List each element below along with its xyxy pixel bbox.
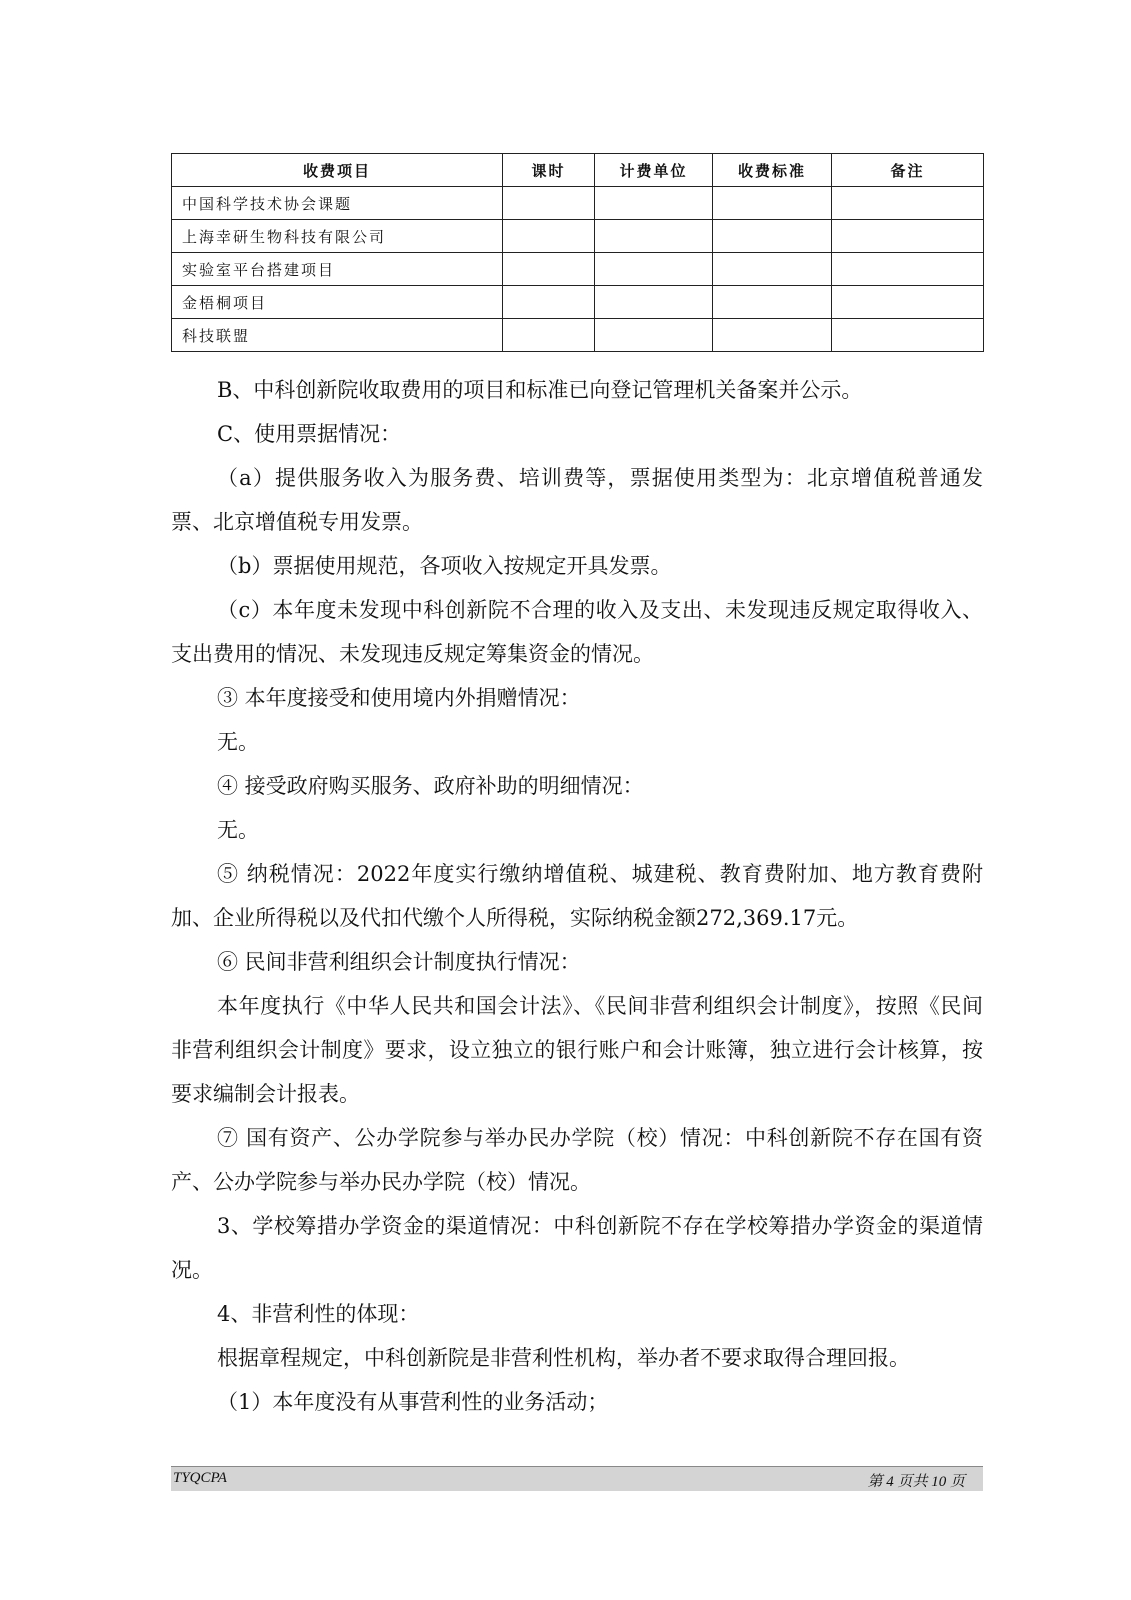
footer-firm-name: TYQCPA [173, 1470, 227, 1486]
table-header-row [172, 154, 984, 187]
table-cell [713, 286, 832, 319]
table-cell [595, 319, 713, 352]
header-billing-unit: 计费单位 [595, 154, 713, 187]
table-cell: 中国科学技术协会课题 [172, 187, 503, 220]
header-fee-standard: 收费标准 [713, 154, 832, 187]
paragraph: ③ 本年度接受和使用境内外捐赠情况： [217, 686, 581, 710]
fee-table [171, 153, 984, 352]
paragraph: 无。 [217, 730, 259, 754]
paragraph: B、中科创新院收取费用的项目和标准已向登记管理机关备案并公示。 [217, 378, 863, 402]
table-row [172, 319, 984, 352]
table-cell [713, 319, 832, 352]
paragraph: 无。 [217, 818, 259, 842]
paragraph: ⑤ 纳税情况：2022年度实行缴纳增值税、城建税、教育费附加、地方教育费附加、企业所得税以及代扣代缴个人所得税，实际纳税金额272,369.17元。 [171, 862, 983, 930]
table-cell [832, 319, 984, 352]
table-cell [595, 220, 713, 253]
paragraph: ⑥ 民间非营利组织会计制度执行情况： [217, 950, 581, 974]
header-class-hours: 课时 [503, 154, 595, 187]
paragraph: ④ 接受政府购买服务、政府补助的明细情况： [217, 774, 644, 798]
table-cell [503, 286, 595, 319]
paragraph: 根据章程规定，中科创新院是非营利性机构，举办者不要求取得合理回报。 [217, 1346, 910, 1370]
paragraph: （a）提供服务收入为服务费、培训费等，票据使用类型为：北京增值税普通发票、北京增值税专用发票。 [171, 466, 983, 534]
header-remarks: 备注 [832, 154, 984, 187]
paragraph: ⑦ 国有资产、公办学院参与举办民办学院（校）情况：中科创新院不存在国有资产、公办学院参与举办民办学院（校）情况。 [171, 1126, 983, 1194]
table-cell [595, 286, 713, 319]
paragraph: （1）本年度没有从事营利性的业务活动； [217, 1390, 609, 1414]
table-cell [503, 220, 595, 253]
header-fee-item: 收费项目 [172, 154, 503, 187]
table-cell [832, 286, 984, 319]
table-row [172, 187, 984, 220]
document-body [171, 368, 983, 1424]
table-cell [832, 253, 984, 286]
paragraph: C、使用票据情况： [217, 422, 402, 446]
paragraph: 本年度执行《中华人民共和国会计法》、《民间非营利组织会计制度》，按照《民间非营利组织会计制度》要求，设立独立的银行账户和会计账簿，独立进行会计核算，按要求编制会计报表。 [171, 994, 983, 1106]
paragraph: 4、非营利性的体现： [217, 1302, 420, 1326]
paragraph: 3、学校筹措办学资金的渠道情况：中科创新院不存在学校筹措办学资金的渠道情况。 [171, 1214, 983, 1282]
table-row [172, 253, 984, 286]
table-cell [832, 187, 984, 220]
table-cell [595, 187, 713, 220]
paragraph: （b）票据使用规范，各项收入按规定开具发票。 [217, 554, 672, 578]
table-cell [503, 319, 595, 352]
paragraph: （c）本年度未发现中科创新院不合理的收入及支出、未发现违反规定取得收入、支出费用的情况、未发现违反规定筹集资金的情况。 [171, 598, 983, 666]
table-row [172, 286, 984, 319]
table-cell [713, 187, 832, 220]
page-number: 第 4 页共 10 页 [867, 1474, 965, 1490]
table-cell [832, 220, 984, 253]
table-cell: 科技联盟 [172, 319, 503, 352]
table-cell [713, 220, 832, 253]
table-cell [503, 187, 595, 220]
page-footer [171, 1466, 983, 1491]
table-cell [713, 253, 832, 286]
table-cell: 金梧桐项目 [172, 286, 503, 319]
table-row [172, 220, 984, 253]
table-cell [503, 253, 595, 286]
table-cell [595, 253, 713, 286]
table-cell: 上海幸研生物科技有限公司 [172, 220, 503, 253]
table-cell: 实验室平台搭建项目 [172, 253, 503, 286]
